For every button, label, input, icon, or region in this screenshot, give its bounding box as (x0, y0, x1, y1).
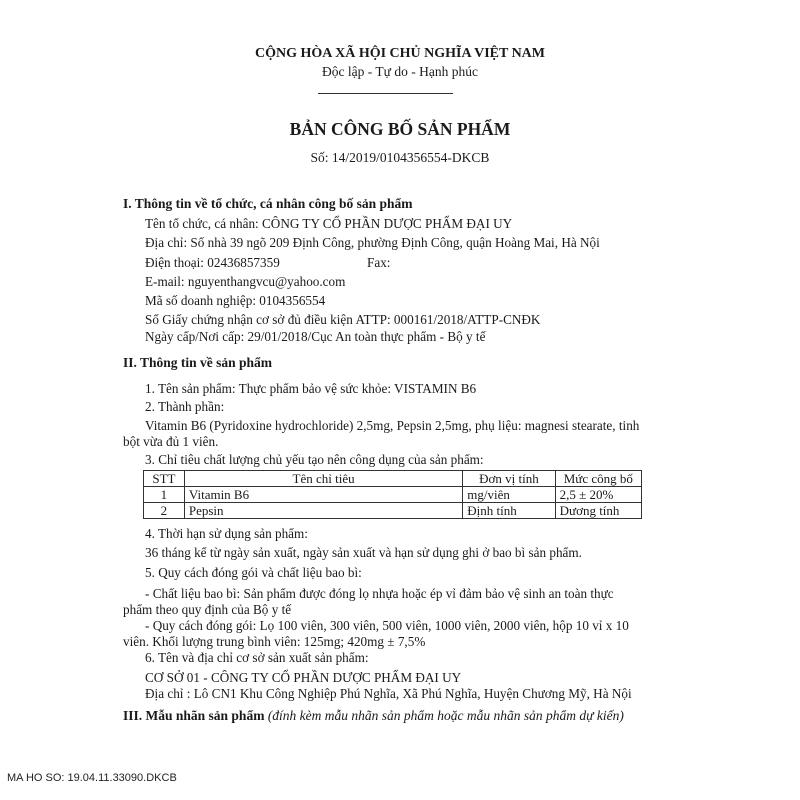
section-3-title: III. Mẫu nhãn sản phẩm (123, 708, 265, 723)
manufacturer-address: Địa chỉ : Lô CN1 Khu Công Nghiệp Phú Nghĩa, Xã Phú Nghĩa, Huyện Chương Mỹ, Hà Nội (145, 686, 632, 701)
ingredients-label: 2. Thành phần: (145, 399, 225, 414)
table-cell: Vitamin B6 (184, 487, 462, 503)
table-row (144, 487, 642, 503)
org-fax: Fax: (367, 255, 391, 270)
org-address: Địa chỉ: Số nhà 39 ngõ 209 Định Công, phường Định Công, quận Hoàng Mai, Hà Nội (145, 235, 600, 250)
table-header: Mức công bố (555, 471, 641, 487)
shelf-life-label: 4. Thời hạn sử dụng sản phẩm: (145, 526, 308, 541)
national-motto: Độc lập - Tự do - Hạnh phúc (322, 64, 478, 79)
org-tax-code: Mã số doanh nghiệp: 0104356554 (145, 293, 326, 308)
table-cell: 2 (144, 503, 185, 519)
packing-spec-line-1: - Quy cách đóng gói: Lọ 100 viên, 300 viên, 500 viên, 1000 viên, 2000 viên, hộp 10 vỉ x 10 (145, 618, 629, 633)
shelf-life-text: 36 tháng kể từ ngày sản xuất, ngày sản xuất và hạn sử dụng ghi ở bao bì sản phẩm. (145, 545, 582, 560)
table-header-row (144, 471, 642, 487)
org-phone: Điện thoại: 02436857359 (145, 255, 280, 270)
manufacturer-label: 6. Tên và địa chỉ cơ sở sản xuất sản phẩm: (145, 650, 369, 665)
table-cell: 2,5 ± 20% (555, 487, 641, 503)
quality-criteria-table (143, 470, 642, 519)
packing-spec-line-2: viên. Khối lượng trung bình viên: 125mg; 420mg ± 7,5% (123, 634, 426, 649)
table-header: Tên chỉ tiêu (184, 471, 462, 487)
packaging-material-line-1: - Chất liệu bao bì: Sản phẩm được đóng lọ nhựa hoặc ép vỉ đảm bảo vệ sinh an toàn thực (145, 586, 614, 601)
manufacturer-name: CƠ SỞ 01 - CÔNG TY CỔ PHẦN DƯỢC PHẨM ĐẠI UY (145, 670, 462, 685)
org-certificate: Số Giấy chứng nhận cơ sở đủ điều kiện ATTP: 000161/2018/ATTP-CNĐK (145, 312, 541, 327)
file-code: MA HO SO: 19.04.11.33090.DKCB (7, 772, 177, 784)
table-cell: Pepsin (184, 503, 462, 519)
ingredients-line-1: Vitamin B6 (Pyridoxine hydrochloride) 2,5mg, Pepsin 2,5mg, phụ liệu: magnesi stearate, tinh (145, 418, 640, 433)
section-1-heading: I. Thông tin về tổ chức, cá nhân công bố sản phẩm (123, 196, 413, 211)
document-number: Số: 14/2019/0104356554-DKCB (310, 150, 490, 165)
org-certificate-issued: Ngày cấp/Nơi cấp: 29/01/2018/Cục An toàn thực phẩm - Bộ y tế (145, 329, 486, 344)
packaging-material-line-2: phẩm theo quy định của Bộ y tế (123, 602, 292, 617)
header-divider (318, 93, 453, 94)
document-title: BẢN CÔNG BỐ SẢN PHẨM (289, 119, 511, 139)
ingredients-line-2: bột vừa đủ 1 viên. (123, 434, 219, 449)
product-name: 1. Tên sản phẩm: Thực phẩm bảo vệ sức khỏe: VISTAMIN B6 (145, 381, 477, 396)
table-header: Đơn vị tính (463, 471, 555, 487)
table-cell: mg/viên (463, 487, 555, 503)
table-cell: Dương tính (555, 503, 641, 519)
section-3-note: (đính kèm mẫu nhãn sản phẩm hoặc mẫu nhãn sản phẩm dự kiến) (267, 708, 624, 723)
org-name: Tên tổ chức, cá nhân: CÔNG TY CỔ PHẦN DƯỢC PHẨM ĐẠI UY (145, 216, 513, 231)
table-cell: Định tính (463, 503, 555, 519)
table-cell: 1 (144, 487, 185, 503)
section-3-heading (123, 708, 624, 724)
section-2-heading: II. Thông tin về sản phẩm (123, 355, 273, 370)
org-email: E-mail: nguyenthangvcu@yahoo.com (145, 274, 346, 289)
table-row (144, 503, 642, 519)
quality-criteria-label: 3. Chỉ tiêu chất lượng chủ yếu tạo nên công dụng của sản phẩm: (145, 452, 484, 467)
packaging-label: 5. Quy cách đóng gói và chất liệu bao bì: (145, 565, 362, 580)
table-header: STT (144, 471, 185, 487)
nation-heading: CỘNG HÒA XÃ HỘI CHỦ NGHĨA VIỆT NAM (254, 46, 545, 61)
